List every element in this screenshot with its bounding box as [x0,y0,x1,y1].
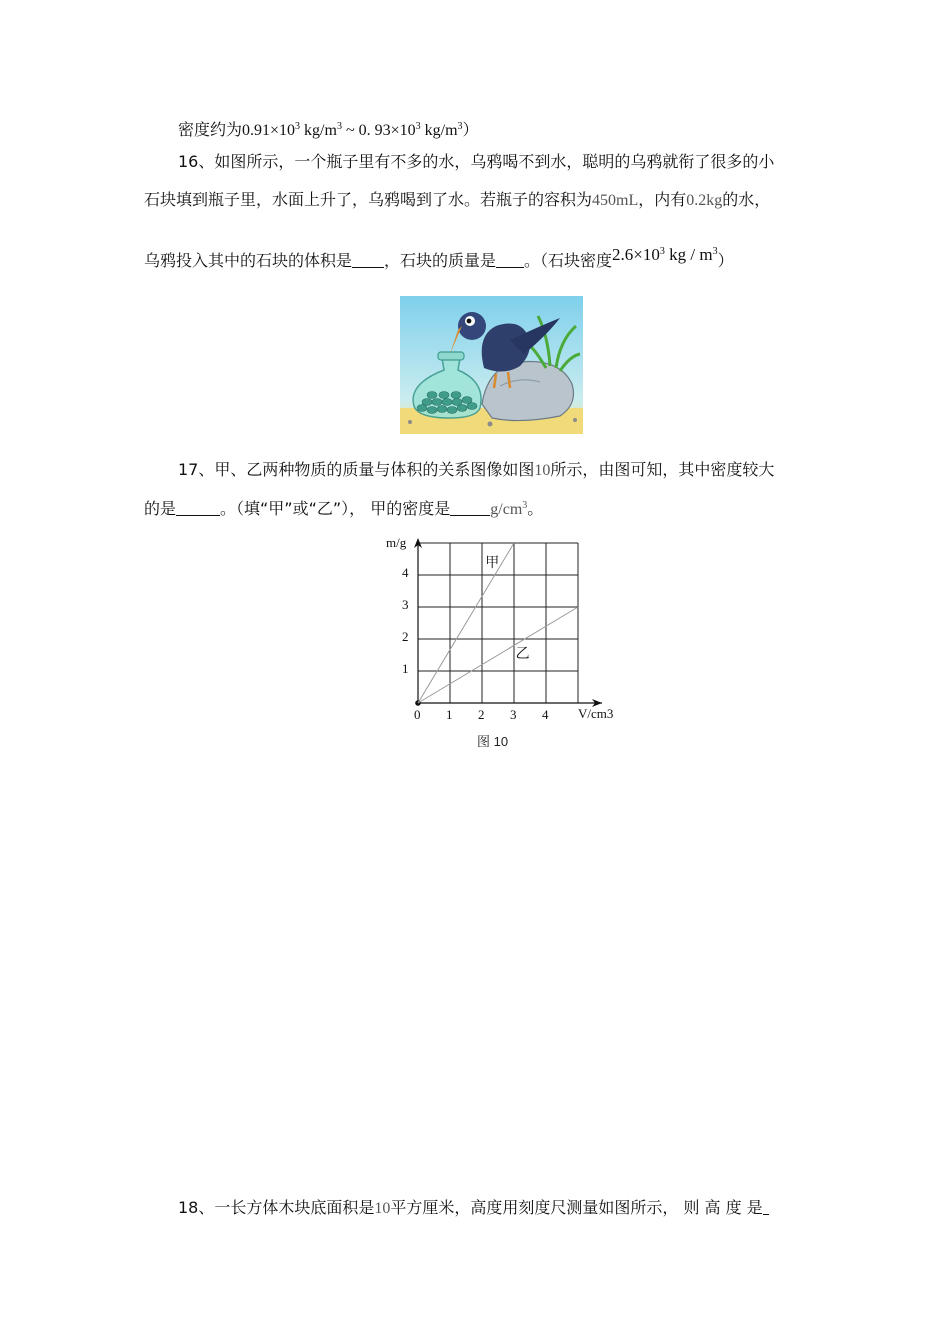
x-tick-label: 1 [446,707,453,722]
area-value: 10 [374,1200,391,1217]
mass-volume-chart [380,530,630,760]
density-unit: $g/cm^3$ [490,500,528,518]
y-tick-label: 3 [402,596,409,612]
q17-line-2: 的是 。（填“甲”或“乙”）， 甲的密度是 $g/cm^3$。 [144,499,544,518]
y-tick-label: 1 [402,660,409,676]
series-label-jia: 甲 [485,555,500,571]
x-tick-label: 2 [478,707,485,722]
series-line-yi [418,607,578,703]
q16-line-2: 石块填到瓶子里，水面上升了，乌鸦喝到了水。若瓶子的容积为450mL，内有0.2kg的水， [144,190,771,209]
x-axis-label: V/cm3 [578,706,614,721]
x-tick-label: 0 [414,707,421,722]
q16-mass: 0.2kg [686,192,723,209]
crow-bottle-illustration [400,296,583,434]
q15-value-1: $0.91\times 10^3$ $kg/m^3$ ~ 0. $93\times 10^3$ $kg/m^3$ [242,121,463,139]
q17-line-1: 17、甲、乙两种物质的质量与体积的关系图像如图10所示，由图可知，其中密度较大 [178,460,775,479]
answer-blank [763,1200,769,1215]
x-tick-label: 3 [510,707,517,722]
figure-number: 10 [534,462,551,479]
answer-blank [496,253,524,268]
answer-blank [352,253,384,268]
q15-close: ） [462,120,479,139]
y-axis-label: m/g [386,535,407,550]
q18-line-1: 18、一长方体木块底面积是10平方厘米，高度用刻度尺测量如图所示， 则 高 度 是 [178,1198,769,1219]
x-tick-label: 4 [542,707,549,722]
y-tick-label: 2 [402,628,409,644]
series-label-yi: 乙 [515,646,530,663]
answer-blank [450,501,490,516]
series-line-jia [418,543,514,703]
q15-prefix: 密度约为 [178,120,243,139]
y-tick-label: 4 [402,564,409,580]
q16-line-3: 乌鸦投入其中的石块的体积是 ，石块的质量是 。（石块密度$2.6\times 10^3$ kg / $m^3$） [144,245,734,270]
figure-caption: 图 10 [477,734,509,749]
q16-line-1: 16、如图所示，一个瓶子里有不多的水，乌鸦喝不到水，聪明的乌鸦就衔了很多的小 [178,152,775,171]
q16-volume: 450mL [592,192,639,209]
rock-density: $2.6\times 10^3$ kg / $m^3$ [612,245,718,264]
answer-blank [176,501,220,516]
q15-density-line [178,117,479,141]
